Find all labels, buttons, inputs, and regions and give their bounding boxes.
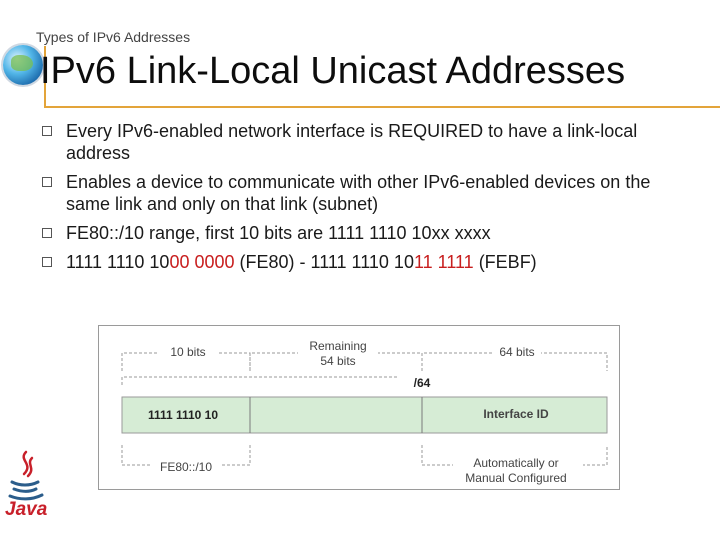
bullet-text-part: (FEBF): [473, 252, 537, 272]
link-local-address-diagram: [98, 325, 620, 490]
label-54-bits: 54 bits: [320, 354, 356, 368]
label-fe80: FE80::/10: [159, 460, 213, 474]
label-10-bits: 10 bits: [170, 345, 206, 359]
java-wordmark: Java: [5, 499, 48, 520]
section-label: Types of IPv6 Addresses: [36, 29, 191, 45]
bullet-text: Enables a device to communicate with other IPv6-enabled devices on the same link and only on that link (subnet): [66, 172, 651, 214]
bullet-red-bits: 11 1111: [413, 252, 474, 272]
label-64-bits: 64 bits: [499, 345, 535, 359]
label-manual: Manual Configured: [465, 471, 567, 485]
bullet-box-icon: [42, 257, 52, 267]
title-rule-horizontal: [44, 106, 720, 108]
bullet-item: [40, 222, 680, 244]
bullet-box-icon: [42, 126, 52, 136]
slide-title: IPv6 Link-Local Unicast Addresses: [40, 50, 626, 92]
bullet-item: [40, 171, 680, 215]
bullet-text: Every IPv6-enabled network interface is REQUIRED to have a link-local address: [66, 121, 638, 163]
bullet-list: [40, 120, 680, 280]
prefix-bits: 1111 1110 10: [147, 408, 219, 422]
bullet-item: [40, 120, 680, 164]
bullet-item: [40, 251, 680, 273]
bullet-box-icon: [42, 177, 52, 187]
label-remaining: Remaining: [309, 339, 367, 353]
label-automatically: Automatically or: [473, 456, 559, 470]
globe-icon: [3, 45, 43, 85]
interface-id: Interface ID: [483, 407, 549, 421]
bullet-red-bits: 00 0000: [169, 252, 235, 272]
bullet-text-part: 1111 1110 10: [66, 252, 170, 272]
bullet-text: FE80::/10 range, first 10 bits are 1111 1110 10xx xxxx: [66, 223, 491, 243]
bullet-text-part: (FE80) - 1111 1110 10: [234, 252, 414, 272]
bullet-box-icon: [42, 228, 52, 238]
label-slash-64: /64: [413, 376, 431, 390]
